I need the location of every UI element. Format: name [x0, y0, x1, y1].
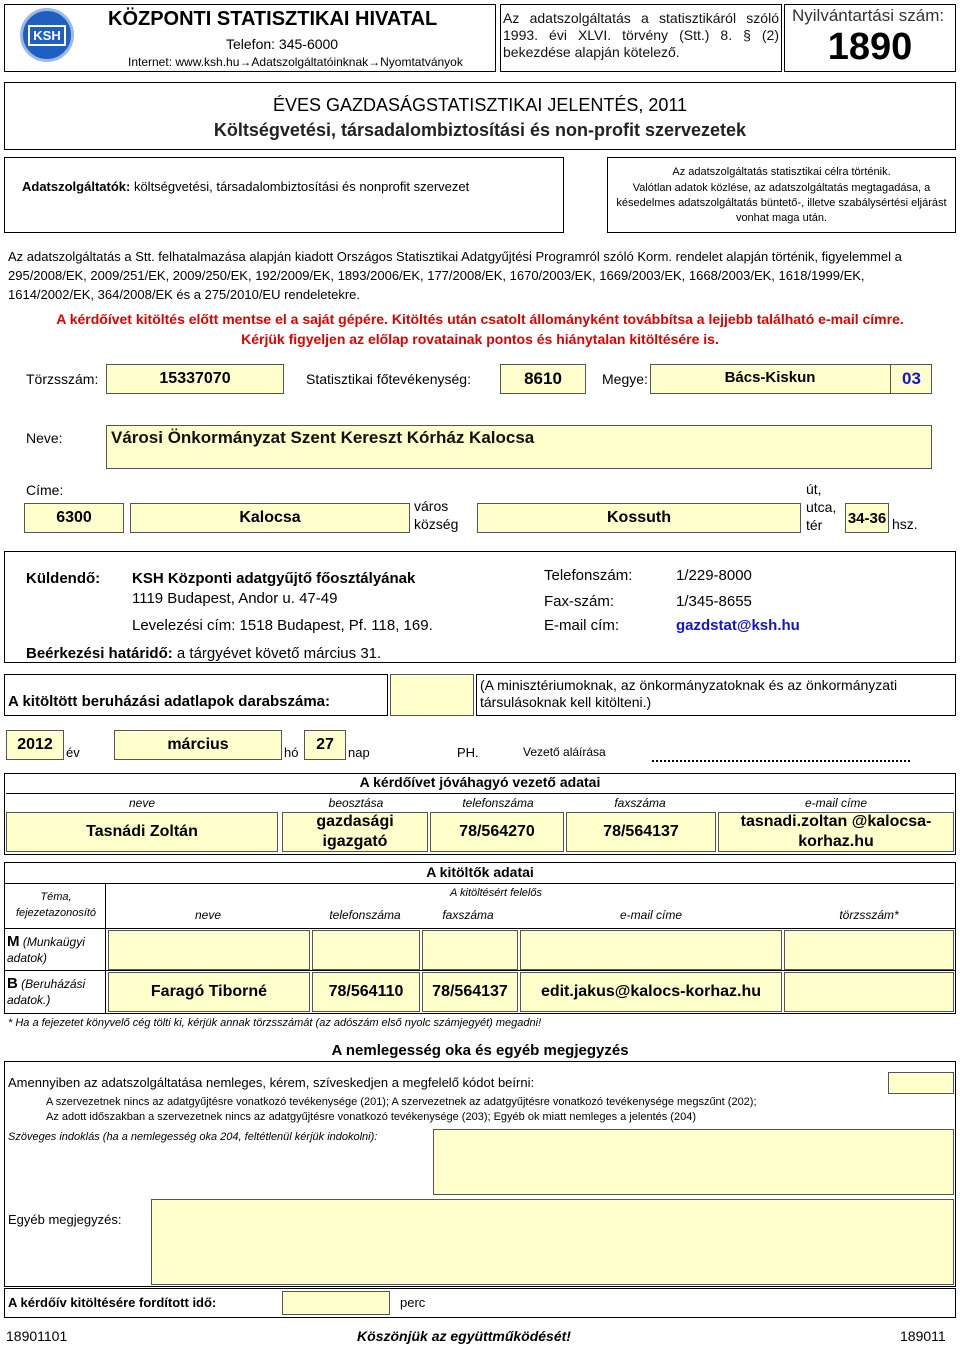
approver-header-email: e-mail címe	[804, 796, 867, 810]
activity-label: Statisztikai főtevékenység:	[306, 371, 471, 387]
reg-number: 1890	[827, 26, 913, 68]
providers	[22, 179, 469, 194]
street-type3: tér	[806, 517, 823, 533]
report-subtitle: Költségvetési, társadalombiztosítási és non-profit szervezetek	[213, 120, 747, 140]
filler-m-id-field[interactable]	[784, 930, 954, 970]
sender-label: Küldendő:	[26, 570, 101, 587]
year-value: 2012	[17, 736, 53, 753]
warning-line1: A kérdőívet kitöltés előtt mentse el a saját gépére. Kitöltés után csatolt állományként továbbítsa a lejjebb található e-mail címre.	[56, 311, 904, 327]
sender-fax: 1/345-8655	[676, 593, 752, 610]
other-remark-label: Egyéb megjegyzés:	[8, 1212, 122, 1227]
filler-b-name-field[interactable]	[108, 972, 310, 1012]
approver-email: tasnadi.zoltan @kalocsa-korhaz.hu	[740, 813, 932, 850]
providers-label: Adatszolgáltatók:	[22, 179, 131, 194]
fillers-header-email: e-mail címe	[619, 908, 682, 922]
filler-m-name-field[interactable]	[108, 930, 310, 970]
day-field[interactable]	[304, 730, 346, 760]
legal-basis: Az adatszolgáltatás a Stt. felhatalmazása alapján kiadott Országos Statisztikai Adatgyűjtési Programról szóló Korm. rendelet alapján történik, figyelemmel a 295/2008/EK, 2009/251/EK, 2009/250/EK, 192/2009/EK, 1893/2006/EK, 177/2008/EK, 1670/2003/EK, 1669/2003/EK, 1668/2003/EK, 1618/1999/EK, 1614/2002/EK, 364/2008/EK és a 275/2010/EU rendeletekre.	[8, 249, 902, 302]
topic-header: Téma, fejezetazonosító	[15, 891, 97, 919]
house-number-field[interactable]	[845, 503, 889, 533]
report-title: ÉVES GAZDASÁGSTATISZTIKAI JELENTÉS, 2011	[272, 95, 688, 115]
filler-m-row-line	[4, 928, 956, 929]
approver-email-field[interactable]	[718, 812, 954, 852]
filler-b-phone: 78/564110	[328, 983, 404, 1000]
filler-b-row-line	[4, 970, 956, 971]
deadline-label: Beérkezési határidő:	[26, 645, 173, 662]
approver-phone-field[interactable]	[430, 812, 564, 852]
ksh-logo-text: KSH	[28, 25, 65, 46]
county-code-field[interactable]	[890, 364, 932, 394]
footer-thanks: Köszönjük az együttműködését!	[357, 1328, 571, 1344]
approver-phone: 78/564270	[459, 823, 535, 840]
deadline-text: a tárgyévet követő március 31.	[172, 645, 382, 662]
nullity-title: A nemlegesség oka és egyéb megjegyzés	[331, 1042, 629, 1059]
org-internet	[128, 55, 463, 69]
name-label: Neve:	[26, 430, 63, 446]
approver-position: gazdasági igazgató	[316, 813, 394, 850]
filler-b-label	[7, 976, 103, 1008]
filler-b-fax-field[interactable]	[422, 972, 518, 1012]
time-field[interactable]	[282, 1291, 390, 1315]
footer-code-left: 18901101	[6, 1328, 68, 1344]
fillers-header-phone: telefonszáma	[329, 908, 401, 922]
house-suffix: hsz.	[892, 516, 918, 532]
other-remark-field[interactable]	[151, 1199, 954, 1285]
nullity-code-field[interactable]	[888, 1072, 954, 1094]
approver-header-phone: telefonszáma	[462, 796, 534, 810]
house-number: 34-36	[847, 509, 887, 527]
torzsszam-value: 15337070	[159, 370, 231, 387]
filler-m-phone-field[interactable]	[312, 930, 420, 970]
filler-b-email: edit.jakus@kalocs-korhaz.hu	[540, 983, 762, 1000]
activity-value: 8610	[524, 369, 562, 388]
address-label: Címe:	[26, 482, 64, 498]
county-value: Bács-Kiskun	[724, 369, 816, 386]
filler-b-desc: (Beruházási adatok.)	[7, 977, 86, 1007]
city-type2: község	[414, 516, 459, 532]
deadline	[26, 645, 381, 662]
providers-text: költségvetési, társadalombiztosítási és nonprofit szervezet	[130, 179, 470, 194]
sender-postal: Levelezési cím: 1518 Budapest, Pf. 118, 169.	[132, 617, 433, 634]
filler-b-id-field[interactable]	[784, 972, 954, 1012]
internet-path1: Adatszolgáltatóinknak	[251, 55, 369, 69]
year-label: év	[66, 745, 80, 760]
county-label: Megye:	[602, 371, 648, 387]
time-unit: perc	[400, 1295, 426, 1310]
filler-b-code: B	[7, 975, 18, 992]
month-field[interactable]	[114, 730, 282, 760]
investment-label: A kitöltött beruházási adatlapok darabszáma:	[8, 693, 331, 710]
street-type1: út,	[806, 481, 822, 497]
sender-email-label: E-mail cím:	[544, 617, 619, 634]
filler-b-name: Faragó Tiborné	[150, 983, 268, 1000]
fillers-header-name: neve	[194, 908, 222, 922]
day-label: nap	[348, 745, 370, 760]
sender-phone: 1/229-8000	[676, 567, 752, 584]
city-field[interactable]	[130, 503, 410, 533]
approver-title: A kérdőívet jóváhagyó vezető adatai	[359, 774, 601, 790]
internet-prefix: Internet: www.ksh.hu	[128, 55, 240, 69]
city-value: Kalocsa	[239, 509, 301, 526]
torzsszam-field[interactable]	[106, 364, 284, 394]
legal-notice: Az adatszolgáltatás a statisztikáról szóló 1993. évi XLVI. törvény (Stt.) 8. § (2) bekezdése alapján kötelező.	[503, 10, 779, 60]
name-value: Városi Önkormányzat Szent Kereszt Kórház Kalocsa	[111, 428, 535, 447]
approver-position-field[interactable]	[282, 812, 428, 852]
nullity-text-field[interactable]	[433, 1129, 954, 1195]
arrow-right-icon: →	[239, 55, 252, 69]
zip-field[interactable]	[24, 503, 124, 533]
arrow-right-icon: →	[368, 55, 381, 69]
street-type2: utca,	[806, 499, 837, 515]
time-label: A kérdőív kitöltésére fordított idő:	[8, 1295, 217, 1310]
sender-phone-label: Telefonszám:	[544, 567, 633, 584]
notice-line1: Az adatszolgáltatás statisztikai célra történik.	[672, 166, 891, 178]
approver-header-position: beosztása	[328, 796, 384, 810]
fillers-subtitle: A kitöltésért felelős	[450, 887, 542, 899]
zip-value: 6300	[56, 509, 92, 526]
year-field[interactable]	[6, 730, 64, 760]
notice-line2: Valótlan adatok közlése, az adatszolgáltatás megtagadása, a késedelmes adatszolgáltatás büntető-, illetve szabálysértési eljárást vonhat maga után.	[616, 182, 947, 224]
ksh-logo	[20, 8, 74, 62]
month-label: hó	[284, 745, 299, 760]
footer-code-right: 189011	[900, 1328, 946, 1344]
month-value: március	[167, 736, 229, 753]
filler-m-code: M	[7, 933, 20, 950]
nullity-intro: Amennyiben az adatszolgáltatása nemleges, kérem, szíveskedjen a megfelelő kódot beírni:	[8, 1075, 535, 1090]
internet-path2: Nyomtatványok	[380, 55, 463, 69]
street-field[interactable]	[477, 503, 801, 533]
filler-m-desc: (Munkaügyi adatok)	[7, 935, 85, 965]
nullity-text-label: Szöveges indoklás (ha a nemlegesség oka 204, feltétlenül kérjük indokolni):	[8, 1131, 378, 1143]
torzsszam-label: Törzsszám:	[26, 371, 99, 387]
reg-label: Nyilvántartási szám:	[792, 6, 945, 25]
nullity-codes-line1: A szervezetnek nincs az adatgyűjtésre vonatkozó tevékenysége (201); A szervezetnek az adatgyűjtésre vonatkozó tevékenysége megszűnt (202);	[46, 1096, 757, 1108]
fillers-title: A kitöltők adatai	[426, 864, 534, 880]
fillers-header-id: törzsszám*	[839, 908, 899, 922]
fillers-title-line	[106, 883, 954, 884]
filler-m-email-field[interactable]	[520, 930, 782, 970]
sender-address: 1119 Budapest, Andor u. 47-49	[132, 590, 338, 607]
filler-b-email-field[interactable]	[520, 972, 782, 1012]
stamp-label: PH.	[457, 745, 479, 760]
warning-line2: Kérjük figyeljen az előlap rovatainak pontos és hiánytalan kitöltésére is.	[241, 331, 719, 347]
approver-name: Tasnádi Zoltán	[86, 823, 198, 840]
filler-b-fax: 78/564137	[432, 983, 508, 1000]
providers-box	[4, 157, 564, 233]
investment-count-field[interactable]	[390, 674, 474, 716]
street-value: Kossuth	[607, 509, 671, 526]
investment-note: (A minisztériumoknak, az önkormányzatoknak és az önkormányzati társulásoknak kell kitölteni.)	[480, 677, 898, 710]
fillers-footnote: * Ha a fejezetet könyvelő cég tölti ki, kérjük annak törzsszámát (az adószám első nyolc számjegyét) megadni!	[8, 1017, 542, 1029]
org-phone: Telefon: 345-6000	[226, 36, 339, 52]
approver-fax: 78/564137	[603, 823, 679, 840]
city-type1: város	[414, 498, 449, 514]
approver-header-name: neve	[128, 796, 156, 810]
sender-name: KSH Központi adatgyűjtő főosztályának	[132, 570, 416, 587]
approver-header-line	[6, 793, 954, 794]
approver-fax-field[interactable]	[566, 812, 716, 852]
filler-m-label	[7, 934, 103, 966]
activity-field[interactable]	[500, 364, 586, 394]
approver-name-field[interactable]	[6, 812, 278, 852]
approver-header-fax: faxszáma	[614, 796, 666, 810]
county-code: 03	[902, 369, 921, 388]
nullity-codes-line2: Az adott időszakban a szervezetnek nincs az adatgyűjtésre vonatkozó tevékenysége (203); Egyéb ok miatt nemleges a jelentés (204)	[46, 1111, 696, 1123]
filler-b-phone-field[interactable]	[312, 972, 420, 1012]
filler-m-fax-field[interactable]	[422, 930, 518, 970]
sender-email-link[interactable]: gazdstat@ksh.hu	[676, 617, 800, 634]
day-value: 27	[316, 736, 334, 753]
signature-line[interactable]	[652, 760, 910, 762]
signature-label: Vezető aláírása	[523, 745, 606, 759]
org-name: KÖZPONTI STATISZTIKAI HIVATAL	[108, 8, 438, 30]
fillers-header-fax: faxszáma	[442, 908, 494, 922]
sender-fax-label: Fax-szám:	[544, 593, 615, 610]
